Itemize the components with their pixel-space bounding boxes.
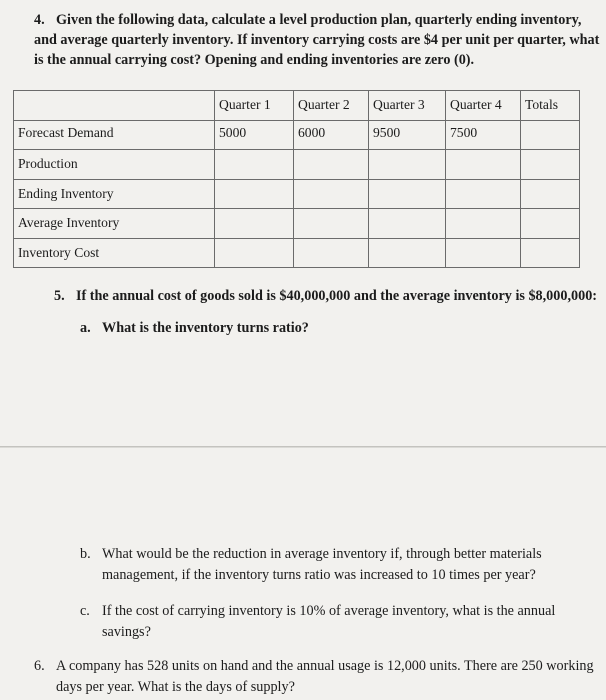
row-label: Average Inventory <box>14 209 215 239</box>
question-4-text: Given the following data, calculate a level production plan, quarterly ending inventory, and average quarterly inventory. If inventory carrying costs are $4 per unit per quarter, what is the annual carrying cost? Opening and ending inventories are zero (0). <box>34 12 600 68</box>
question-6-number: 6. <box>34 658 45 674</box>
question-5c <box>80 601 600 643</box>
table-cell <box>294 238 369 268</box>
table-cell <box>215 209 294 239</box>
table-cell: 6000 <box>294 120 369 150</box>
row-label: Production <box>14 150 215 180</box>
question-6-text: A company has 528 units on hand and the annual usage is 12,000 units. There are 250 working days per year. What is the days of supply? <box>56 658 594 695</box>
table-cell <box>369 238 446 268</box>
question-5-number: 5. <box>54 288 65 304</box>
table-cell <box>294 209 369 239</box>
question-5a-text: What is the inventory turns ratio? <box>102 320 309 336</box>
table-cell <box>446 209 521 239</box>
table-cell <box>215 179 294 209</box>
page-fold-divider <box>0 446 606 448</box>
header-cell-quarter-4: Quarter 4 <box>446 91 521 121</box>
table-cell <box>294 179 369 209</box>
question-5b-text: What would be the reduction in average inventory if, through better materials management, if the inventory turns ratio was increased to 10 times per year? <box>102 546 542 583</box>
table-cell: 9500 <box>369 120 446 150</box>
header-cell-quarter-2: Quarter 2 <box>294 91 369 121</box>
table-cell <box>369 179 446 209</box>
header-cell-blank <box>14 91 215 121</box>
row-label: Forecast Demand <box>14 120 215 150</box>
question-5 <box>54 288 597 305</box>
header-cell-totals: Totals <box>521 91 580 121</box>
table-cell <box>294 150 369 180</box>
table-cell <box>521 120 580 150</box>
question-5a <box>80 320 309 337</box>
table-cell <box>521 238 580 268</box>
table-cell <box>369 150 446 180</box>
table-header-row <box>14 91 580 121</box>
table-cell <box>446 150 521 180</box>
table-cell: 7500 <box>446 120 521 150</box>
table-cell <box>521 150 580 180</box>
table-cell <box>521 209 580 239</box>
question-5c-label: c. <box>80 603 90 619</box>
table-row-forecast-demand <box>14 120 580 150</box>
table-cell: 5000 <box>215 120 294 150</box>
table-cell <box>446 179 521 209</box>
table-row-ending-inventory <box>14 179 580 209</box>
table-cell <box>215 150 294 180</box>
header-cell-quarter-3: Quarter 3 <box>369 91 446 121</box>
header-cell-quarter-1: Quarter 1 <box>215 91 294 121</box>
question-6 <box>34 656 600 698</box>
question-4 <box>34 10 600 70</box>
row-label: Ending Inventory <box>14 179 215 209</box>
table-row-inventory-cost <box>14 238 580 268</box>
question-5c-text: If the cost of carrying inventory is 10% of average inventory, what is the annual savings? <box>102 603 556 640</box>
question-5a-label: a. <box>80 320 91 336</box>
production-plan-table <box>13 90 580 268</box>
table-cell <box>521 179 580 209</box>
question-4-number: 4. <box>34 12 45 28</box>
row-label: Inventory Cost <box>14 238 215 268</box>
table-cell <box>215 238 294 268</box>
table-cell <box>446 238 521 268</box>
table-cell <box>369 209 446 239</box>
question-5b-label: b. <box>80 546 91 562</box>
question-5-text: If the annual cost of goods sold is $40,000,000 and the average inventory is $8,000,000: <box>76 288 598 304</box>
table-row-production <box>14 150 580 180</box>
table-row-average-inventory <box>14 209 580 239</box>
question-5b <box>80 544 600 586</box>
